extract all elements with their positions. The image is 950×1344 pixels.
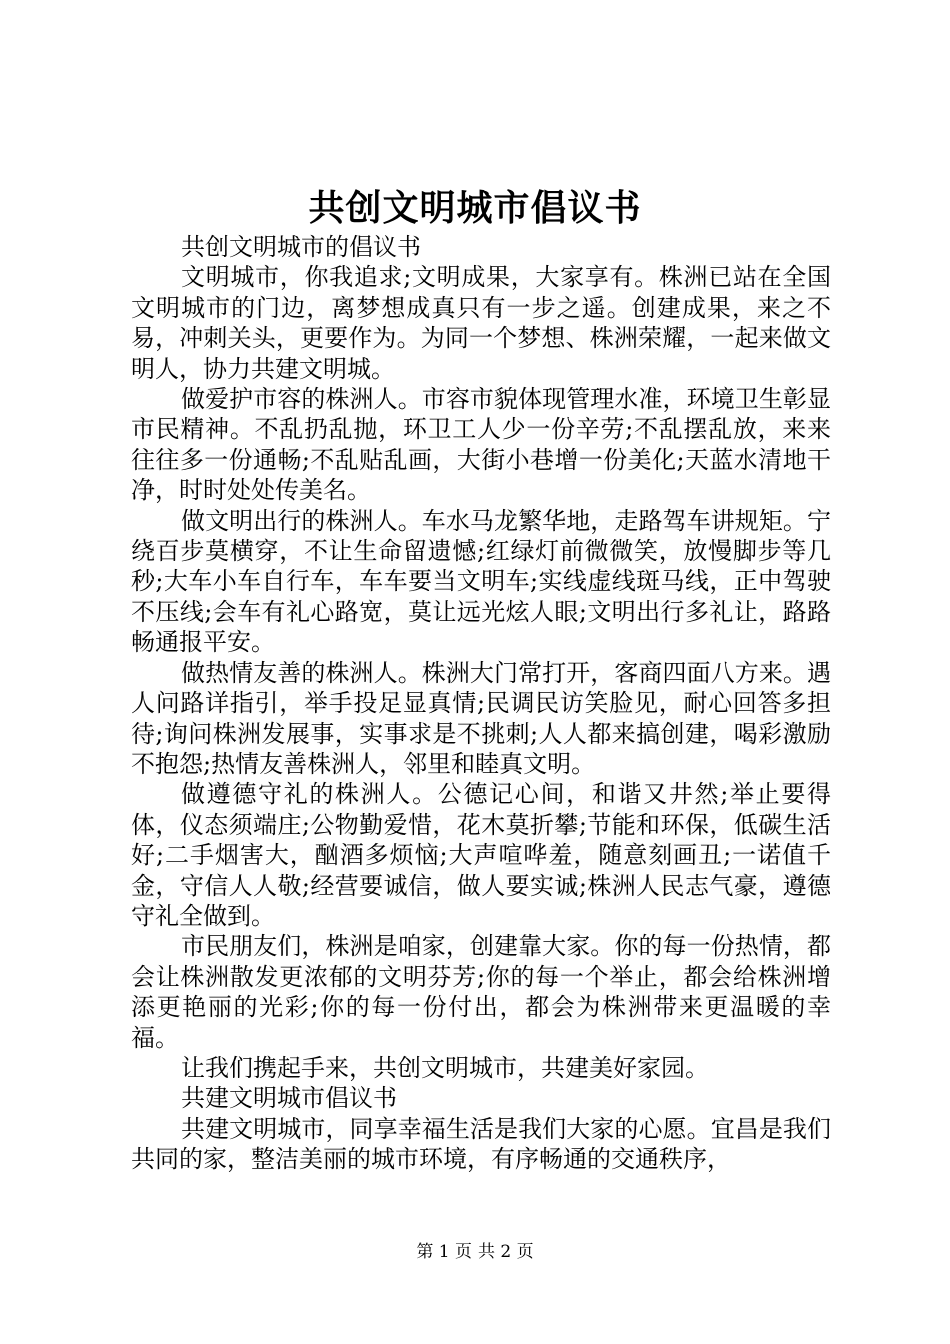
paragraph-civil-travel: 做文明出行的株洲人。车水马龙繁华地，走路驾车讲规矩。宁绕百步莫横穿，不让生命留遗憾;红绿灯前微微笑，放慢脚步等几秒;大车小车自行车，车车要当文明车;实线虚线斑马线，正中驾驶不压线;会车有礼心路宽，莫让远光炫人眼;文明出行多礼让，路路畅通报平安。 (131, 506, 831, 657)
paragraph-city-appearance: 做爱护市容的株洲人。市容市貌体现管理水准，环境卫生彰显市民精神。不乱扔乱抛，环卫工人少一份辛劳;不乱摆乱放，来来往往多一份通畅;不乱贴乱画，大街小巷增一份美化;天蓝水清地干净，时时处处传美名。 (131, 385, 831, 505)
subheading-1: 共创文明城市的倡议书 (181, 233, 421, 261)
page-footer (0, 1240, 950, 1264)
paragraph-yichang: 共建文明城市，同享幸福生活是我们大家的心愿。宜昌是我们共同的家，整洁美丽的城市环境，有序畅通的交通秩序， (131, 1114, 831, 1174)
paragraph-citizens: 市民朋友们，株洲是咱家，创建靠大家。你的每一份热情，都会让株洲散发更浓郁的文明芬芳;你的每一个举止，都会给株洲增添更艳丽的光彩;你的每一份付出，都会为株洲带来更温暖的幸福。 (131, 932, 831, 1052)
page-number: 第 1 页 (416, 1242, 472, 1262)
page-total: 共 2 页 (478, 1242, 534, 1262)
subheading-2: 共建文明城市倡议书 (181, 1084, 397, 1113)
document-title: 共创文明城市倡议书 (308, 187, 642, 229)
document-body (131, 232, 831, 1175)
paragraph-intro: 文明城市，你我追求;文明成果，大家享有。株洲已站在全国文明城市的门边，离梦想成真只有一步之遥。创建成果，来之不易，冲刺关头，更要作为。为同一个梦想、株洲荣耀，一起来做文明人，协力共建文明城。 (131, 263, 831, 383)
paragraph-friendly: 做热情友善的株洲人。株洲大门常打开，客商四面八方来。遇人问路详指引，举手投足显真情;民调民访笑脸见，耐心回答多担待;询问株洲发展事，实事求是不挑刺;人人都来搞创建，喝彩激励不抱怨;热情友善株洲人，邻里和睦真文明。 (131, 658, 831, 778)
paragraph-call-to-action: 让我们携起手来，共创文明城市，共建美好家园。 (181, 1053, 709, 1082)
paragraph-morality: 做遵德守礼的株洲人。公德记心间，和谐又井然;举止要得体，仪态须端庄;公物勤爱惜，花木莫折攀;节能和环保，低碳生活好;二手烟害大，酗酒多烦恼;大声喧哗羞，随意刻画丑;一诺值千金，守信人人敬;经营要诚信，做人要实诚;株洲人民志气豪，遵德守礼全做到。 (131, 780, 831, 930)
